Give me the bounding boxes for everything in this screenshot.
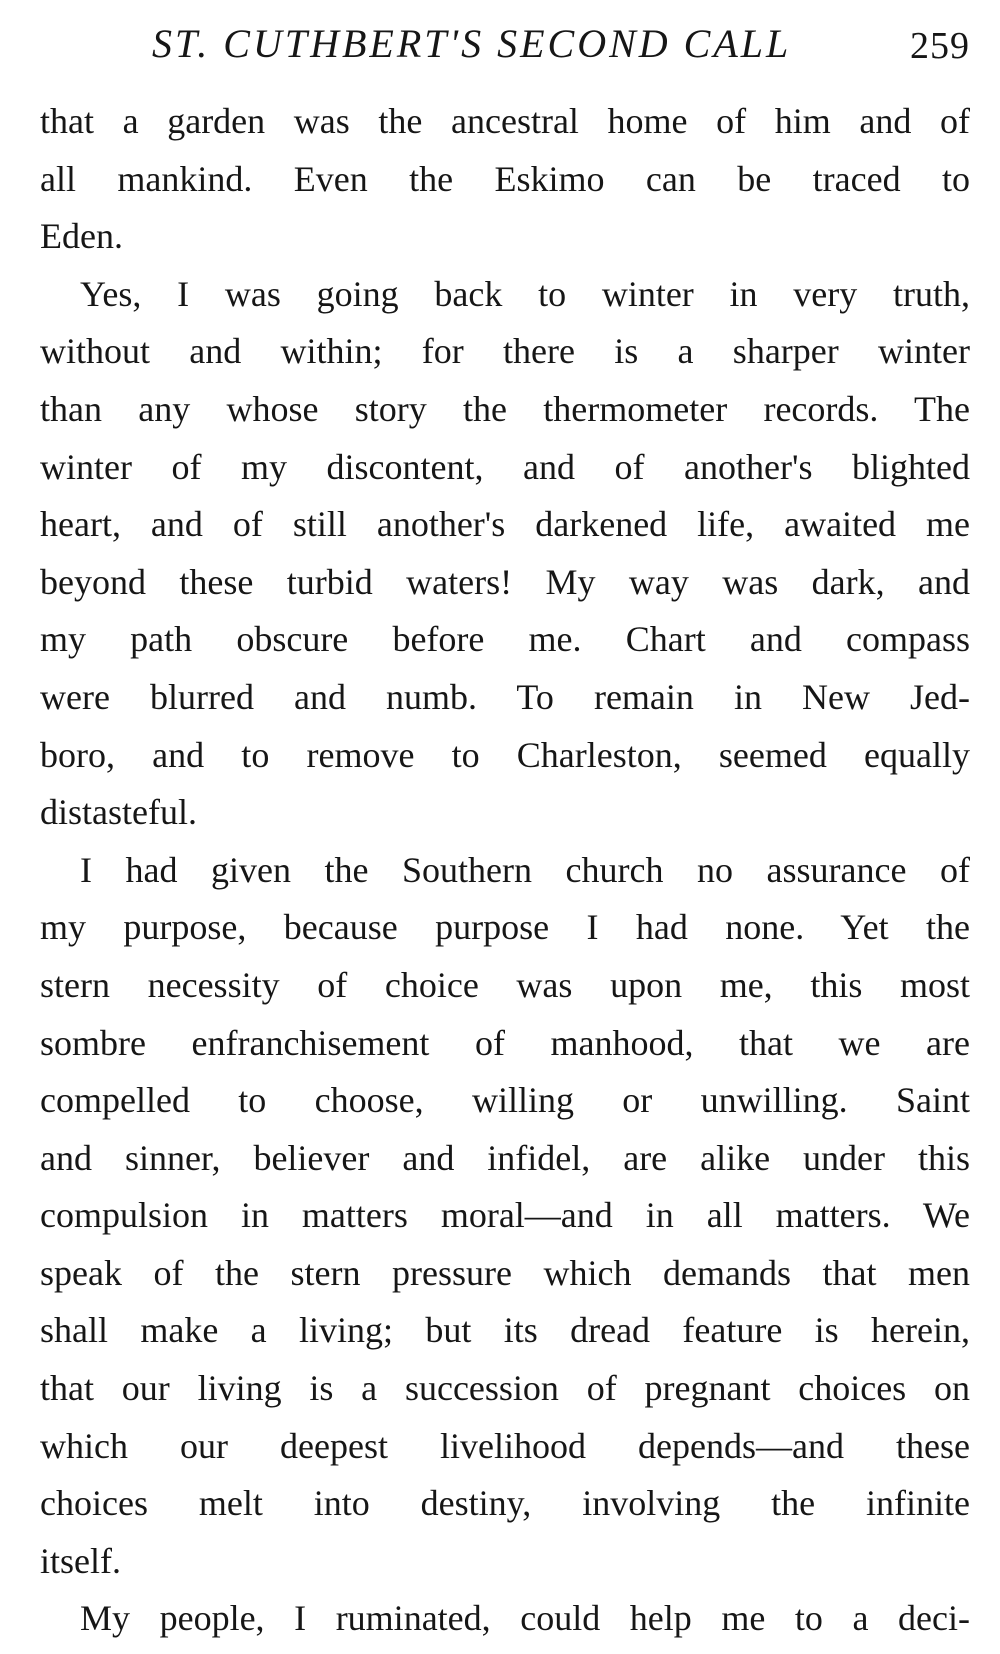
text-line: sombre enfranchisement of manhood, that we are [40, 1022, 970, 1063]
text-line: speak of the stern pressure which demands that men [40, 1252, 970, 1293]
text-line: boro, and to remove to Charleston, seemed equally [40, 734, 970, 775]
text-line: compulsion in matters moral—and in all matters. We [40, 1195, 970, 1236]
text-line: my path obscure before me. Chart and compass [40, 619, 970, 660]
text-line: without and within; for there is a sharper winter [40, 331, 970, 372]
text-line: that a garden was the ancestral home of him and of [40, 101, 970, 141]
paragraph-first-line: My people, I ruminated, could help me to a deci- [80, 1598, 970, 1639]
text-line: distasteful. [40, 792, 197, 833]
paragraph-first-line: Yes, I was going back to winter in very truth, [80, 273, 970, 314]
text-line: my purpose, because purpose I had none. Yet the [40, 907, 970, 948]
text-line: shall make a living; but its dread feature is herein, [40, 1310, 970, 1351]
text-line: were blurred and numb. To remain in New Jed- [40, 676, 970, 717]
text-line: that our living is a succession of pregnant choices on [40, 1368, 970, 1409]
text-line: than any whose story the thermometer records. The [40, 388, 970, 429]
page-number: 259 [910, 25, 970, 67]
running-head [40, 14, 970, 74]
text-line: compelled to choose, willing or unwilling. Saint [40, 1080, 970, 1121]
text-line: itself. [40, 1540, 121, 1581]
text-line: winter of my discontent, and of another's blighted [40, 446, 970, 487]
text-line: choices melt into destiny, involving the infinite [40, 1483, 970, 1524]
body-text [40, 93, 970, 1648]
text-line: stern necessity of choice was upon me, this most [40, 964, 970, 1005]
running-title: ST. CUTHBERT'S SECOND CALL [152, 21, 792, 66]
text-line: Eden. [40, 216, 123, 257]
text-line: and sinner, believer and infidel, are alike under this [40, 1137, 970, 1178]
text-line: beyond these turbid waters! My way was dark, and [40, 561, 970, 602]
paragraph-first-line: I had given the Southern church no assurance of [80, 849, 970, 890]
text-line: heart, and of still another's darkened life, awaited me [40, 504, 970, 545]
text-line: all mankind. Even the Eskimo can be traced to [40, 158, 970, 199]
text-line: which our deepest livelihood depends—and these [40, 1425, 970, 1466]
